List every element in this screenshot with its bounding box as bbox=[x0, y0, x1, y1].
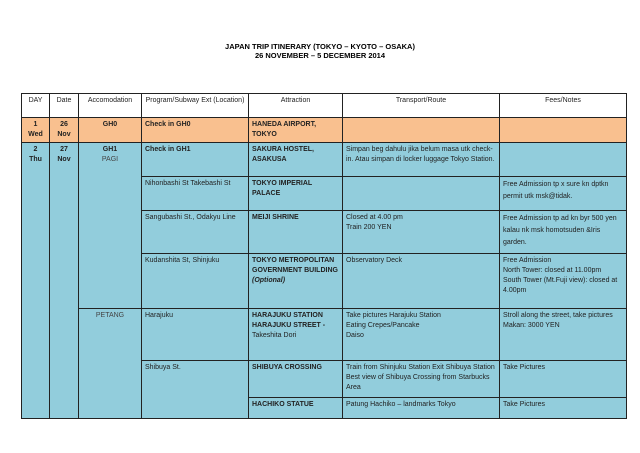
transport-cell bbox=[343, 177, 500, 211]
document-title: JAPAN TRIP ITINERARY (TOKYO – KYOTO – OSAKA) bbox=[225, 42, 415, 51]
program-cell: Sangubashi St., Odakyu Line bbox=[142, 211, 249, 254]
attraction-cell: TOKYO IMPERIAL PALACE bbox=[249, 177, 343, 211]
header-attraction: Attraction bbox=[249, 94, 343, 118]
attraction-cell: HANEDA AIRPORT, TOKYO bbox=[249, 118, 343, 143]
program-cell: Harajuku bbox=[142, 309, 249, 361]
accom-cell: GH1 PAGI bbox=[79, 143, 142, 309]
header-row bbox=[22, 94, 627, 118]
table-row bbox=[22, 309, 627, 361]
transport-cell: Train from Shinjuku Station Exit Shibuya Station Best view of Shibuya Crossing from Starbucks Area bbox=[343, 361, 500, 398]
header-fees: Fees/Notes bbox=[500, 94, 627, 118]
day-cell: 2 Thu bbox=[22, 143, 50, 419]
date-cell: 27 Nov bbox=[50, 143, 79, 419]
fees-cell: Free Admission tp x sure kn dptkn permit utk msk@tidak. bbox=[500, 177, 627, 211]
attraction-cell: SHIBUYA CROSSING bbox=[249, 361, 343, 398]
program-cell: Kudanshita St, Shinjuku bbox=[142, 254, 249, 309]
header-accom: Accomodation bbox=[79, 94, 142, 118]
header-transport: Transport/Route bbox=[343, 94, 500, 118]
program-cell: Check in GH1 bbox=[142, 143, 249, 177]
attraction-cell: HARAJUKU STATION HARAJUKU STREET - Takeshita Dori bbox=[249, 309, 343, 361]
table-row bbox=[22, 143, 627, 177]
fees-cell bbox=[500, 143, 627, 177]
itinerary-table bbox=[21, 93, 627, 419]
transport-cell bbox=[343, 118, 500, 143]
attraction-cell: TOKYO METROPOLITAN GOVERNMENT BUILDING (Optional) bbox=[249, 254, 343, 309]
attraction-cell: SAKURA HOSTEL, ASAKUSA bbox=[249, 143, 343, 177]
fees-cell: Free Admission tp ad kn byr 500 yen kalau nk msk homotsuden &Iris garden. bbox=[500, 211, 627, 254]
transport-cell: Patung Hachiko – landmarks Tokyo bbox=[343, 398, 500, 419]
accom-cell: GH0 bbox=[79, 118, 142, 143]
fees-cell bbox=[500, 118, 627, 143]
fees-cell: Take Pictures bbox=[500, 361, 627, 398]
transport-cell: Take pictures Harajuku Station Eating Crepes/Pancake Daiso bbox=[343, 309, 500, 361]
transport-cell: Observatory Deck bbox=[343, 254, 500, 309]
date-cell: 26 Nov bbox=[50, 118, 79, 143]
attraction-cell: HACHIKO STATUE bbox=[249, 398, 343, 419]
header-program: Program/Subway Ext (Location) bbox=[142, 94, 249, 118]
program-cell: Nihonbashi St Takebashi St bbox=[142, 177, 249, 211]
program-cell: Check in GH0 bbox=[142, 118, 249, 143]
program-cell: Shibuya St. bbox=[142, 361, 249, 419]
transport-cell: Closed at 4.00 pm Train 200 YEN bbox=[343, 211, 500, 254]
table-row-day1 bbox=[22, 118, 627, 143]
header-day: DAY bbox=[22, 94, 50, 118]
fees-cell: Take Pictures bbox=[500, 398, 627, 419]
fees-cell: Stroll along the street, take pictures Makan: 3000 YEN bbox=[500, 309, 627, 361]
header-date: Date bbox=[50, 94, 79, 118]
document-subtitle: 26 NOVEMBER – 5 DECEMBER 2014 bbox=[254, 51, 386, 60]
fees-cell: Free Admission North Tower: closed at 11.00pm South Tower (Mt.Fuji view): closed at 4.00pm bbox=[500, 254, 627, 309]
accom-cell: PETANG bbox=[79, 309, 142, 419]
attraction-cell: MEIJI SHRINE bbox=[249, 211, 343, 254]
transport-cell: Simpan beg dahulu jika belum masa utk check-in. Atau simpan di locker luggage Tokyo Station. bbox=[343, 143, 500, 177]
day-cell: 1 Wed bbox=[22, 118, 50, 143]
